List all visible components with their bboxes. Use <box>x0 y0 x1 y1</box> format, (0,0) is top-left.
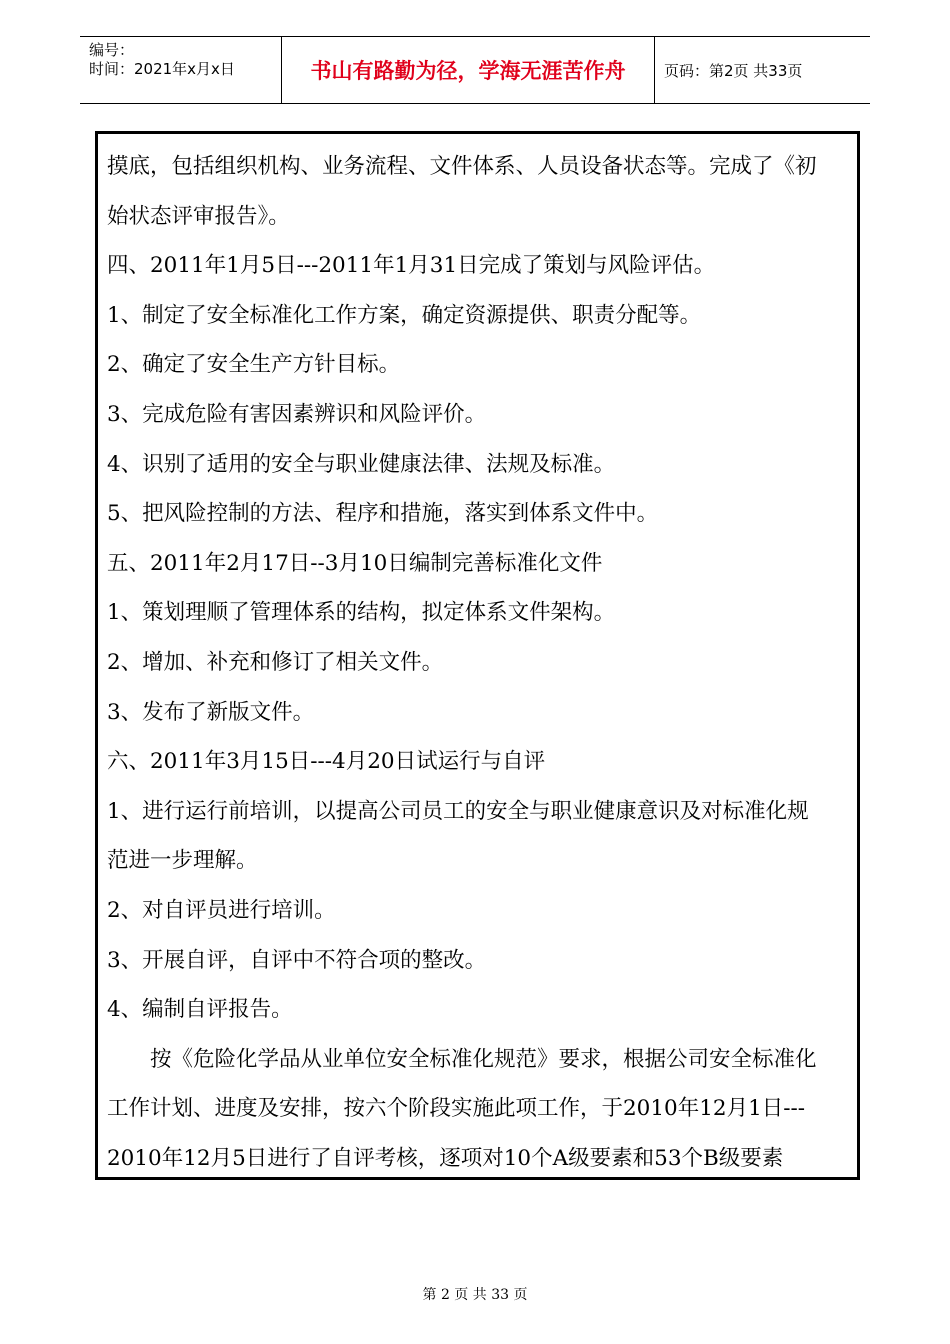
paragraph-line: 工作计划、进度及安排，按六个阶段实施此项工作，于2010年12月1日--- <box>107 1096 806 1122</box>
section-heading: 五、2011年2月17日--3月10日编制完善标准化文件 <box>107 550 603 576</box>
document-time-label: 时间：2021年x月x日 <box>89 60 235 78</box>
text-line: 范进一步理解。 <box>107 848 258 874</box>
list-item: 1、策划理顺了管理体系的结构，拟定体系文件架构。 <box>107 600 616 626</box>
list-item: 3、完成危险有害因素辨识和风险评价。 <box>107 401 487 427</box>
header-motto: 书山有路勤为径，学海无涯苦作舟 <box>282 37 655 103</box>
list-item: 2、增加、补充和修订了相关文件。 <box>107 649 444 675</box>
list-item: 1、进行运行前培训，以提高公司员工的安全与职业健康意识及对标准化规 <box>107 798 809 824</box>
list-item: 2、确定了安全生产方针目标。 <box>107 352 401 378</box>
section-heading: 六、2011年3月15日---4月20日试运行与自评 <box>107 749 546 775</box>
section-heading: 四、2011年1月5日---2011年1月31日完成了策划与风险评估。 <box>107 253 716 279</box>
header-meta <box>80 37 282 103</box>
header-page-info: 页码：第2页 共33页 <box>664 61 803 80</box>
paragraph-line: 按《危险化学品从业单位安全标准化规范》要求，根据公司安全标准化 <box>107 1046 817 1072</box>
document-number-label: 编号： <box>89 41 135 59</box>
list-item: 2、对自评员进行培训。 <box>107 897 336 923</box>
list-item: 4、识别了适用的安全与职业健康法律、法规及标准。 <box>107 451 616 477</box>
page-footer: 第 2 页 共 33 页 <box>422 1287 528 1303</box>
paragraph-line: 2010年12月5日进行了自评考核，逐项对10个A级要素和53个B级要素 <box>107 1145 784 1171</box>
page-header <box>80 36 870 104</box>
text-line: 摸底，包括组织机构、业务流程、文件体系、人员设备状态等。完成了《初 <box>107 154 817 179</box>
list-item: 3、开展自评，自评中不符合项的整改。 <box>107 947 487 973</box>
content-box <box>95 131 860 1180</box>
list-item: 5、把风险控制的方法、程序和措施，落实到体系文件中。 <box>107 501 659 527</box>
list-item: 4、编制自评报告。 <box>107 997 293 1023</box>
list-item: 3、发布了新版文件。 <box>107 699 315 725</box>
list-item: 1、制定了安全标准化工作方案，确定资源提供、职责分配等。 <box>107 302 702 328</box>
text-line: 始状态评审报告》。 <box>107 203 290 229</box>
